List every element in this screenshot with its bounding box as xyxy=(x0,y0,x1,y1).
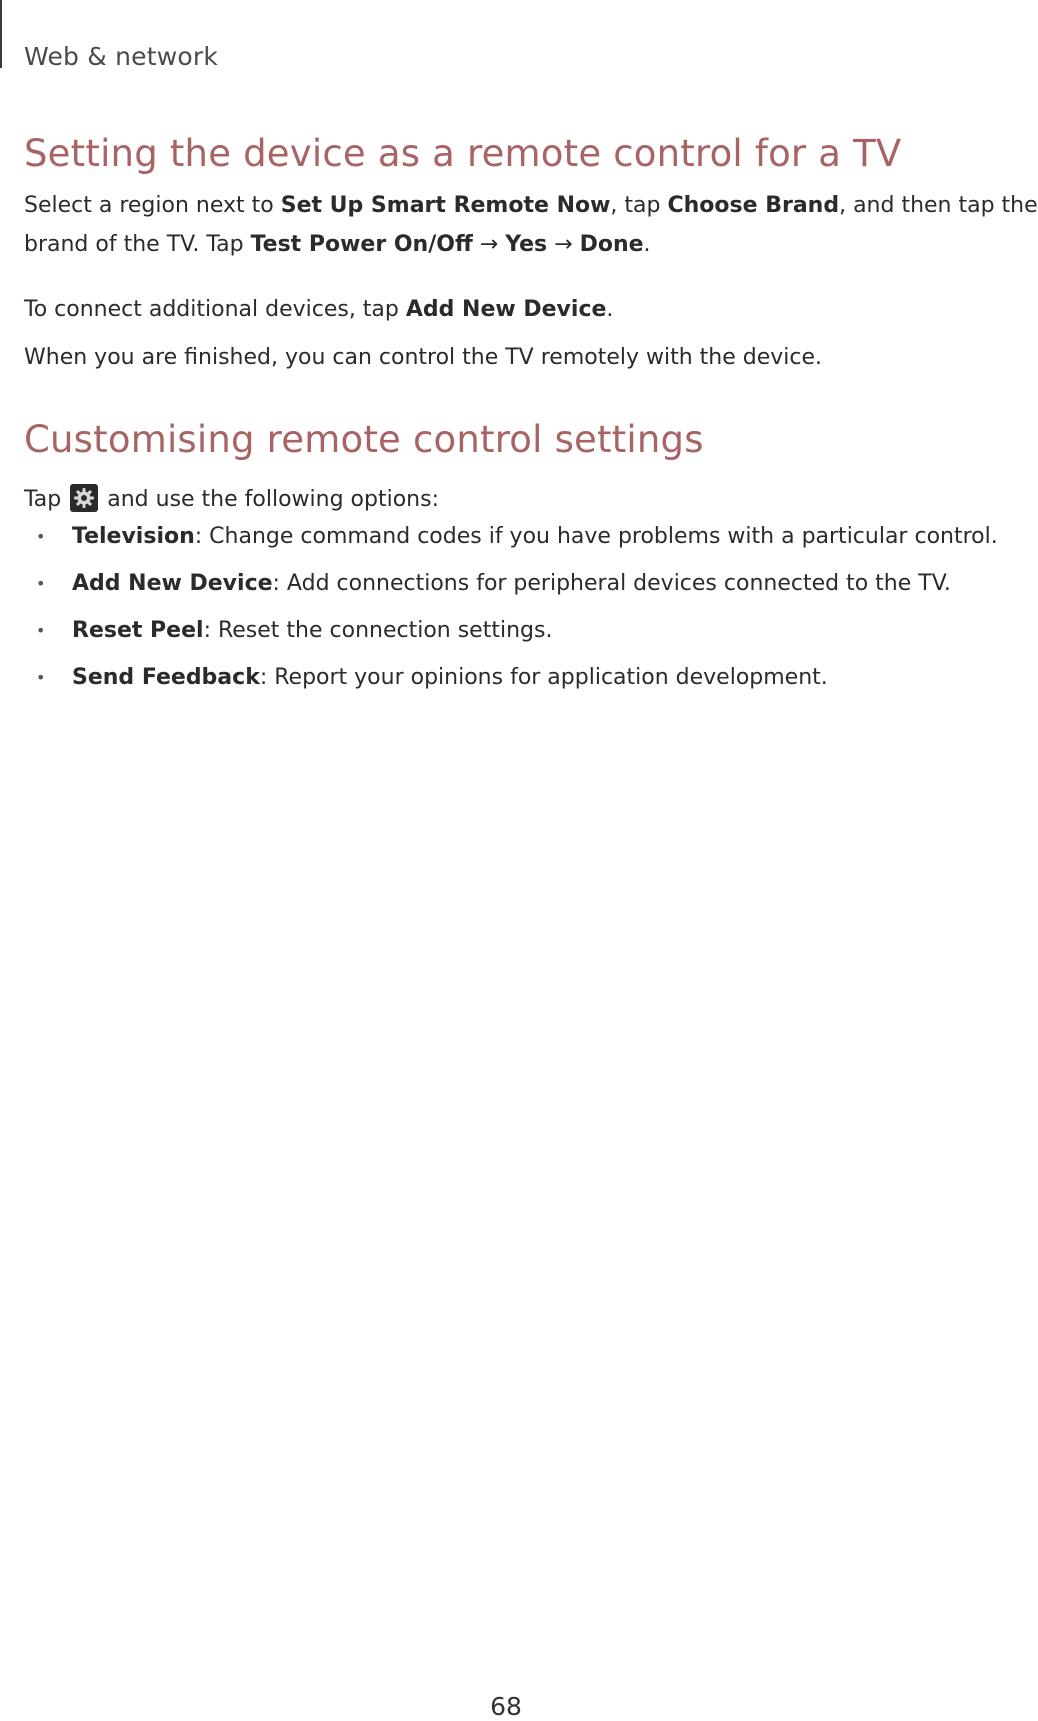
section-heading-remote-control: Setting the device as a remote control for a TV xyxy=(24,132,902,175)
option-term: Television xyxy=(72,524,195,549)
text-run: To connect additional devices, tap xyxy=(24,297,406,322)
bullet: • xyxy=(36,527,46,546)
ui-term-yes: Yes xyxy=(505,232,548,257)
option-term: Send Feedback xyxy=(72,665,260,690)
list-item-add-new-device xyxy=(24,569,998,616)
option-term: Add New Device xyxy=(72,571,273,596)
option-description: : Report your opinions for application development. xyxy=(259,665,828,690)
text-run: , and then tap the xyxy=(839,193,1038,218)
text-run: Select a region next to xyxy=(24,193,281,218)
page-number: 68 xyxy=(490,1692,522,1721)
bullet: • xyxy=(36,668,46,687)
finished-paragraph: When you are finished, you can control the TV remotely with the device. xyxy=(24,345,823,370)
ui-term-add-new-device: Add New Device xyxy=(405,297,607,322)
ui-term-choose-brand: Choose Brand xyxy=(667,193,840,218)
text-run: , tap xyxy=(610,193,668,218)
option-description: : Add connections for peripheral devices connected to the TV. xyxy=(272,571,951,596)
options-list xyxy=(24,522,998,710)
additional-devices-paragraph xyxy=(24,290,1014,329)
settings-gear-icon xyxy=(70,484,98,512)
ui-term-test-power: Test Power On/Off xyxy=(250,232,473,257)
list-item-send-feedback xyxy=(24,663,998,710)
section-heading-customising: Customising remote control settings xyxy=(24,418,704,461)
bullet: • xyxy=(36,621,46,640)
list-item-reset-peel xyxy=(24,616,998,663)
margin-rule xyxy=(0,0,2,68)
bullet: • xyxy=(36,574,46,593)
text-run: . xyxy=(606,297,614,322)
text-run: and use the following options: xyxy=(100,487,439,512)
option-description: : Change command codes if you have problems with a particular control. xyxy=(194,524,998,549)
arrow-separator: → xyxy=(472,232,506,257)
text-run: Tap xyxy=(24,487,69,512)
option-term: Reset Peel xyxy=(72,618,204,643)
instruction-paragraph xyxy=(24,186,1038,264)
ui-term-done: Done xyxy=(579,232,644,257)
options-intro-paragraph xyxy=(24,480,1014,519)
arrow-separator: → xyxy=(547,232,580,257)
running-header: Web & network xyxy=(24,42,219,71)
option-description: : Reset the connection settings. xyxy=(203,618,553,643)
text-run: brand of the TV. Tap xyxy=(24,232,251,257)
text-run: . xyxy=(643,232,651,257)
list-item-television xyxy=(24,522,998,569)
ui-term-set-up-smart-remote-now: Set Up Smart Remote Now xyxy=(280,193,611,218)
